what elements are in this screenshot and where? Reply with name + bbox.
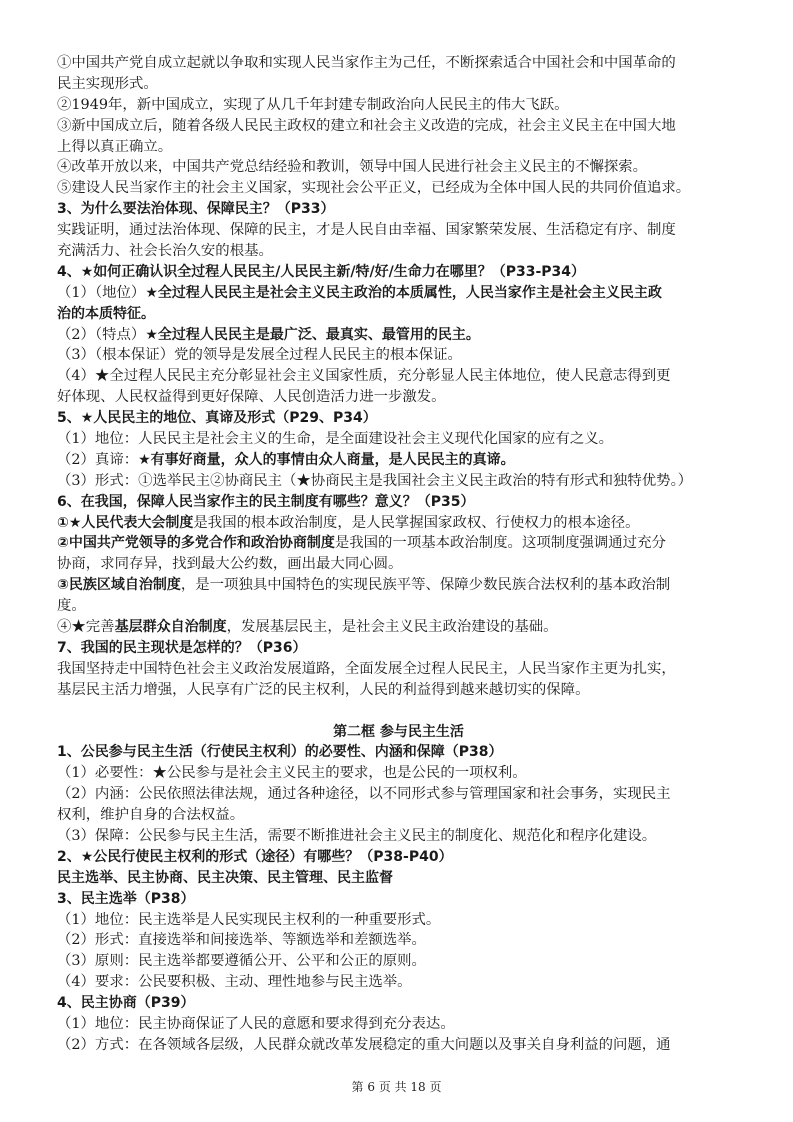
question-heading: 3、民主选举（P38） bbox=[57, 890, 195, 907]
text-line: （3）（根本保证）党的领导是发展全过程人民民主的根本保证。 bbox=[57, 347, 462, 364]
text-line bbox=[57, 575, 740, 596]
text-line: ④改革开放以来，中国共产党总结经验和教训，领导中国人民进行社会主义民主的不懈探索。 bbox=[57, 159, 648, 176]
text-line: 基层民主活力增强，人民享有广泛的民主权利，人民的利益得到越来越切实的保障。 bbox=[57, 681, 590, 698]
text-segment: ，发展基层民主，是社会主义民主政治建设的基础。 bbox=[226, 619, 558, 636]
bold-text: ①★人民代表大会制度 bbox=[57, 514, 194, 531]
text-line: 度。 bbox=[57, 598, 86, 615]
text-line: ③新中国成立后，随着各级人民民主政权的建立和社会主义改造的完成，社会主义民主在中国大地 bbox=[57, 117, 676, 134]
text-segment: （1）（地位） bbox=[57, 284, 146, 301]
text-segment: （2）真谛： bbox=[57, 451, 139, 468]
text-line: （2）内涵：公民依照法律法规，通过各种途径，以不同形式参与管理国家和社会事务，实现民主 bbox=[57, 786, 671, 803]
text-segment: （2）（特点） bbox=[57, 326, 146, 343]
text-line bbox=[57, 533, 740, 554]
text-segment: 是我国的根本政治制度，是人民掌握国家政权、行使权力的根本途径。 bbox=[193, 514, 640, 531]
question-heading: 7、我国的民主现状是怎样的？（P36） bbox=[57, 639, 307, 656]
text-line: 治的本质特征。 bbox=[57, 305, 155, 322]
question-heading: 4、民主协商（P39） bbox=[57, 995, 195, 1012]
text-line: （1）必要性：★公民参与是社会主义民主的要求，也是公民的一项权利。 bbox=[57, 765, 527, 782]
text-line: （1）地位：民主选举是人民实现民主权利的一种重要形式。 bbox=[57, 911, 441, 928]
text-line: （1）地位：民主协商保证了人民的意愿和要求得到充分表达。 bbox=[57, 1015, 455, 1032]
text-line: 实践证明，通过法治体现、保障的民主，才是人民自由幸福、国家繁荣发展、生活稳定有序、制度 bbox=[57, 222, 676, 239]
text-line bbox=[57, 617, 740, 638]
bold-text: ★全过程人民民主是社会主义民主政治的本质属性，人民当家作主是社会主义民主政 bbox=[145, 284, 662, 301]
question-heading: 6、在我国，保障人民当家作主的民主制度有哪些？意义？（P35） bbox=[57, 493, 475, 510]
text-line: （3）形式：①选举民主②协商民主（★协商民主是我国社会主义民主政治的特有形式和独特优势。） bbox=[57, 472, 693, 489]
bold-text: 基层群众自治制度 bbox=[114, 619, 227, 636]
bold-text: ③民族区域自治制度 bbox=[57, 577, 181, 594]
text-segment: ④★完善 bbox=[57, 619, 115, 636]
bold-line: 民主选举、民主协商、民主决策、民主管理、民主监督 bbox=[57, 869, 393, 886]
text-segment: 是我国的一项基本政治制度。这项制度强调通过充分 bbox=[334, 535, 666, 552]
text-line bbox=[57, 450, 740, 471]
text-line bbox=[57, 513, 740, 534]
bold-text: ★有事好商量，众人的事情由众人商量，是人民民主的真谛。 bbox=[138, 451, 515, 468]
text-line: （3）保障：公民参与民主生活，需要不断推进社会主义民主的制度化、规范化和程序化建设。 bbox=[57, 827, 657, 844]
question-heading: 4、★如何正确认识全过程人民民主/人民民主新/特/好/生命力在哪里？（P33-P34） bbox=[57, 263, 586, 280]
text-line: ⑤建设人民当家作主的社会主义国家，实现社会公平正义，已经成为全体中国人民的共同价值追求。 bbox=[57, 180, 691, 197]
text-line: （2）形式：直接选举和间接选举、等额选举和差额选举。 bbox=[57, 932, 426, 949]
question-heading: 5、★人民民主的地位、真谛及形式（P29、P34） bbox=[57, 410, 377, 427]
text-line bbox=[57, 283, 740, 304]
text-line: 协商，求同存异，找到最大公约数，画出最大同心圆。 bbox=[57, 556, 403, 573]
text-line bbox=[57, 325, 740, 346]
text-line: 权利，维护自身的合法权益。 bbox=[57, 807, 245, 824]
page-footer: 第 6 页 共 18 页 bbox=[351, 1080, 442, 1094]
text-line: ①中国共产党自成立起就以争取和实现人民当家作主为己任，不断探索适合中国社会和中国革命的 bbox=[57, 55, 676, 71]
blank-line bbox=[57, 701, 740, 722]
text-line: ②1949年，新中国成立，实现了从几千年封建专制政治向人民民主的伟大飞跃。 bbox=[57, 96, 569, 113]
text-line: 好体现、人民权益得到更好保障、人民创造活力进一步激发。 bbox=[57, 389, 446, 406]
question-heading: 2、★公民行使民主权利的形式（途径）有哪些？（P38-P40） bbox=[57, 848, 453, 865]
text-line: 我国坚持走中国特色社会主义政治发展道路，全面发展全过程人民民主，人民当家作主更为扎实， bbox=[57, 660, 676, 677]
section-title: 第二框 参与民主生活 bbox=[333, 723, 464, 740]
question-heading: 3、为什么要法治体现、保障民主？（P33） bbox=[57, 201, 335, 218]
bold-text: ②中国共产党领导的多党合作和政治协商制度 bbox=[57, 535, 335, 552]
text-line: （4）要求：公民要积极、主动、理性地参与民主选举。 bbox=[57, 974, 412, 991]
text-line: 民主实现形式。 bbox=[57, 75, 158, 92]
text-segment: ，是一项独具中国特色的实现民族平等、保障少数民族合法权利的基本政治制 bbox=[180, 577, 671, 594]
document-body bbox=[57, 53, 740, 1056]
text-line: （2）方式：在各领域各层级，人民群众就改革发展稳定的重大问题以及事关自身利益的问题，通 bbox=[57, 1036, 671, 1053]
text-line: （3）原则：民主选举都要遵循公开、公平和公正的原则。 bbox=[57, 953, 426, 970]
text-line: （1）地位：人民民主是社会主义的生命，是全面建设社会主义现代化国家的应有之义。 bbox=[57, 431, 614, 448]
text-line: 充满活力、社会长治久安的根基。 bbox=[57, 243, 273, 260]
question-heading: 1、公民参与民主生活（行使民主权利）的必要性、内涵和保障（P38） bbox=[57, 744, 503, 761]
bold-text: ★全过程人民民主是最广泛、最真实、最管用的民主。 bbox=[145, 326, 480, 343]
text-line: 上得以真正确立。 bbox=[57, 138, 173, 155]
text-line: （4）★全过程人民民主充分彰显社会主义国家性质，充分彰显人民主体地位，使人民意志得到更 bbox=[57, 368, 671, 385]
